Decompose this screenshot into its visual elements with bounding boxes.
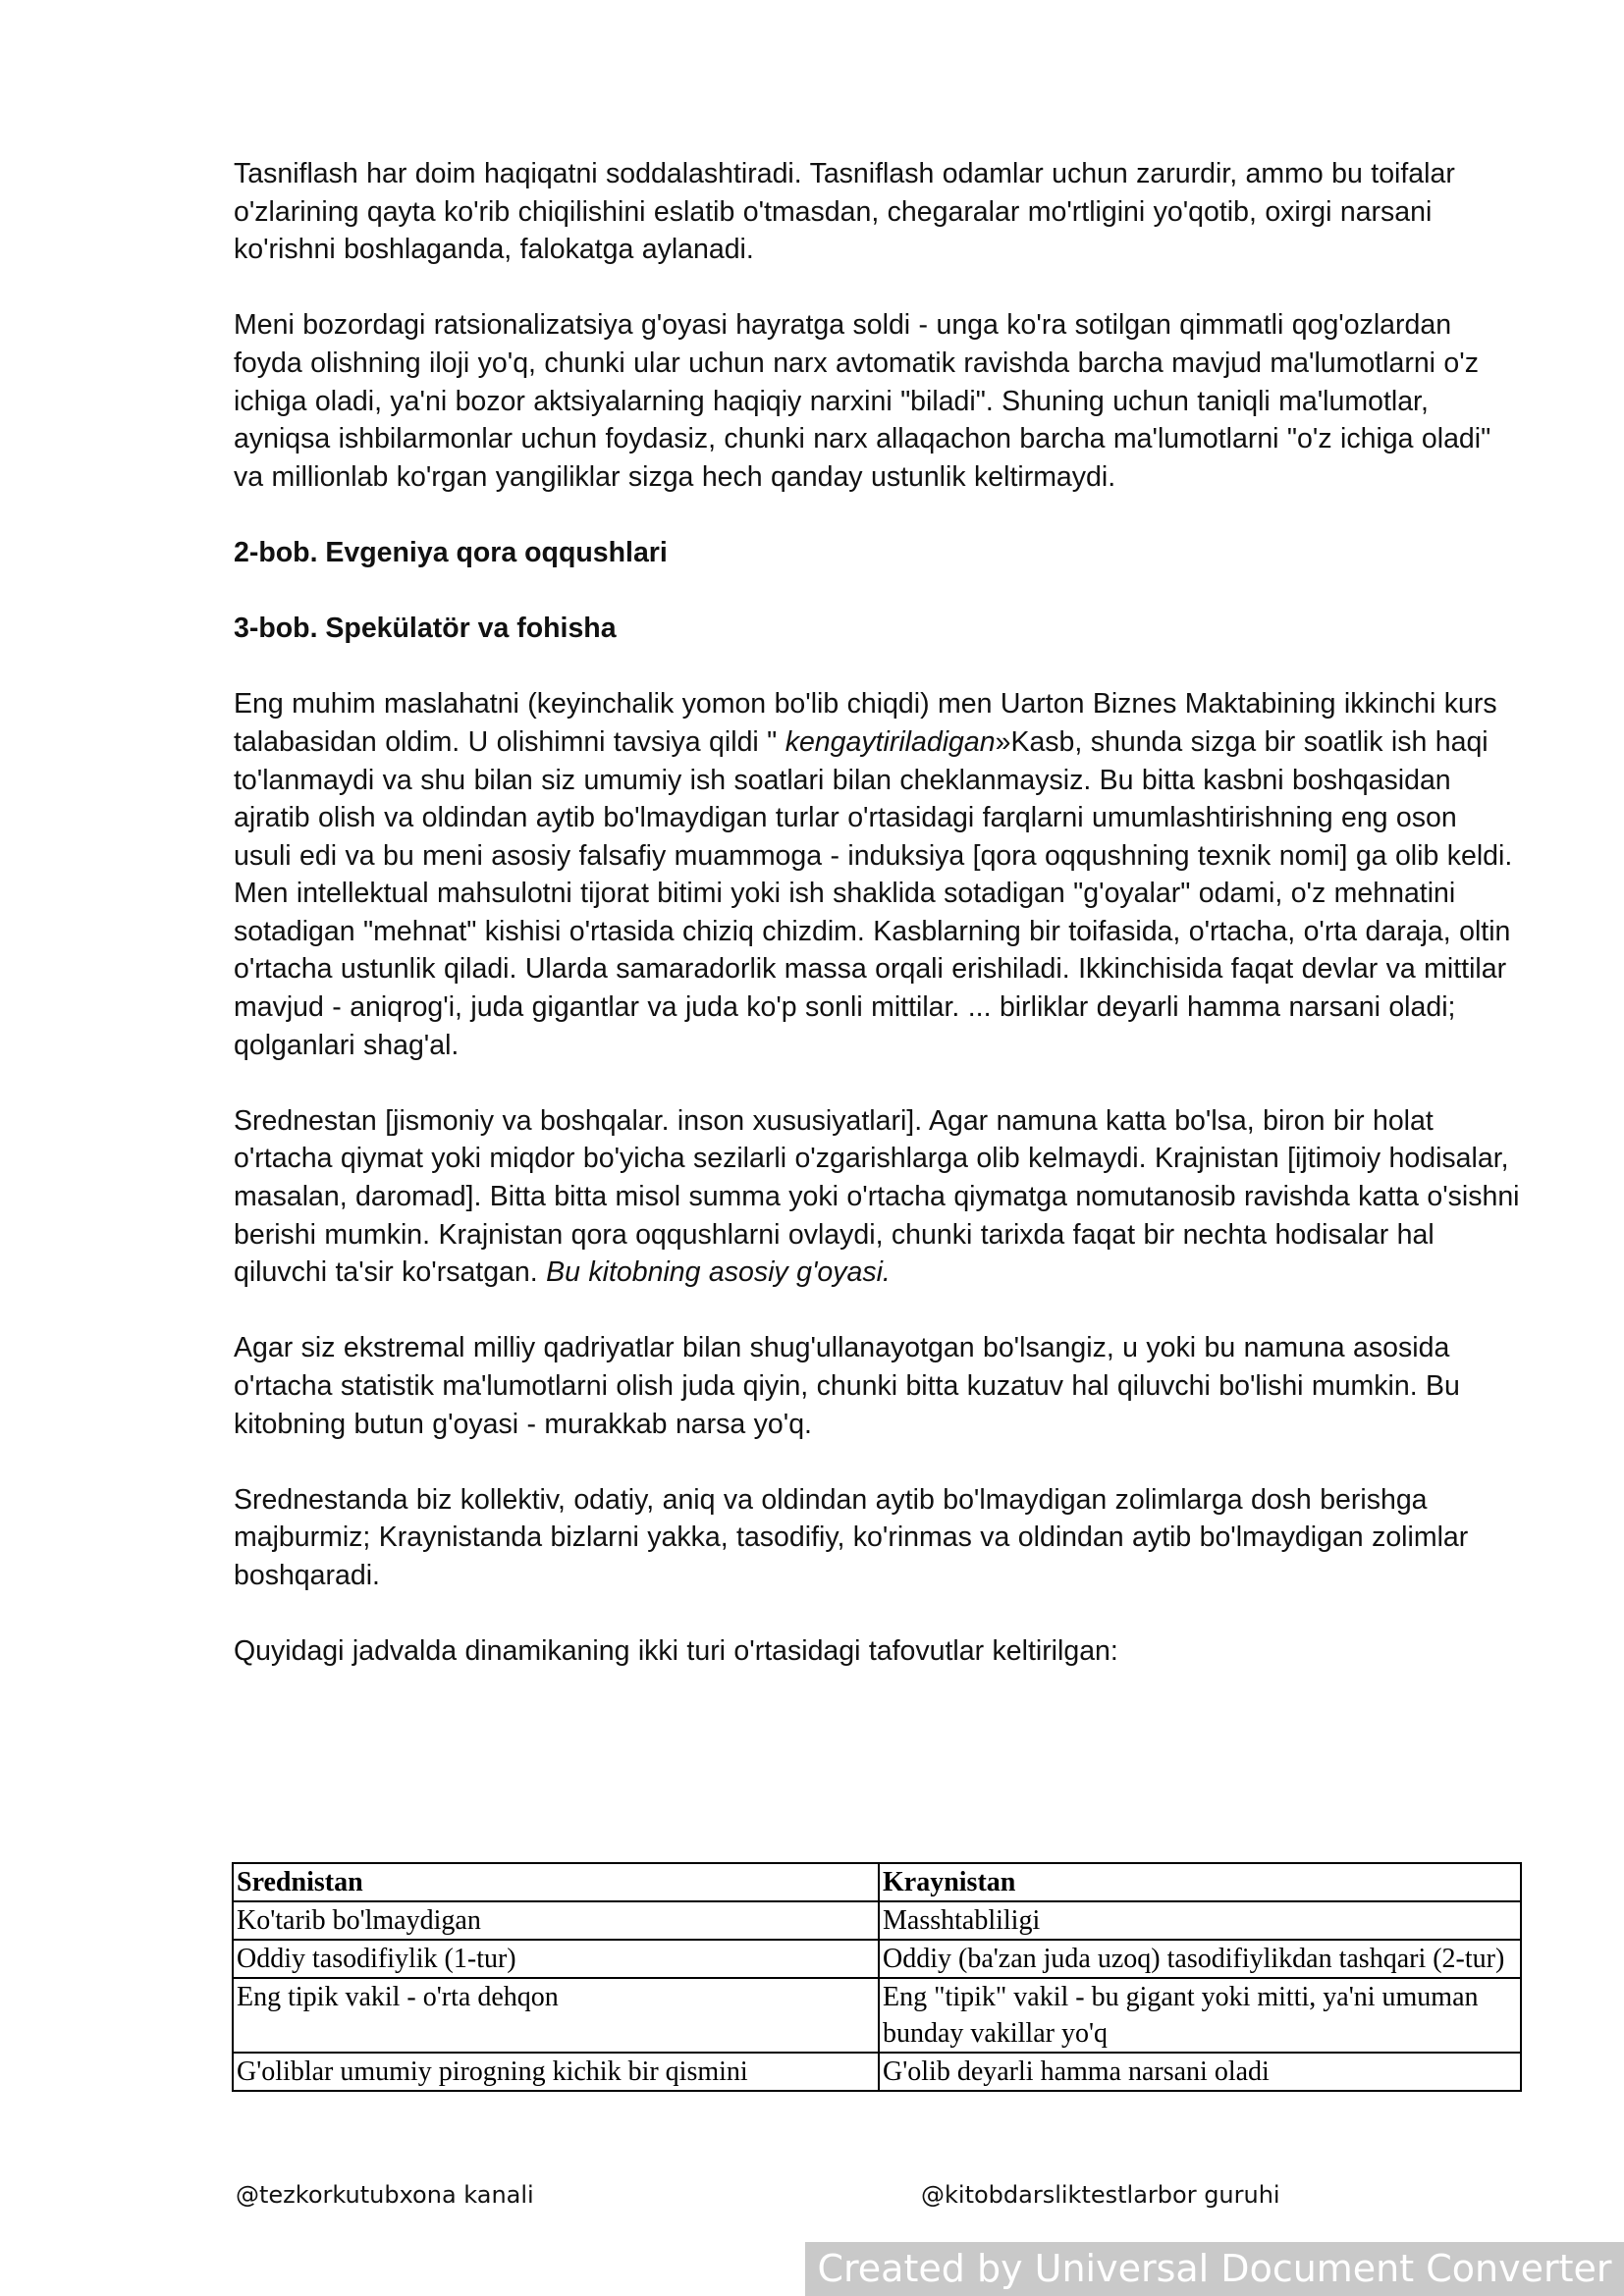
paragraph-4-italic: Bu kitobning asosiy g'oyasi. — [546, 1256, 891, 1289]
paragraph-4-start: Srednestan [jismoniy va boshqalar. inson xususiyatlari]. Agar namuna katta bo'lsa, biron bir holat o'rtacha qiymat yoki miqdor bo'yicha sezilarli o'zgarishlarga olib kelmaydi. Krajnistan [ijtimoiy hodisalar, masalan, daromad]. Bitta bitta misol summa yoki o'rtacha qiymatga nomutanosib ravishda katta o'sishni berishi mumkin. Krajnistan qora oqqushlarni ovlaydi, chunki tarixda faqat bir nechta hodisalar hal qiluvchi ta'sir ko'rsatgan. — [234, 1104, 1520, 1289]
paragraph-3-start: Eng muhim maslahatni (keyinchalik yomon bo'lib chiqdi) men Uarton Biznes Maktabining ikkinchi kurs talabasidan oldim. U olishimni tavsiya qildi " — [234, 688, 1497, 758]
table-row — [233, 1940, 1521, 1978]
table-row — [233, 1978, 1521, 2053]
converter-watermark: Created by Universal Document Converter — [805, 2242, 1624, 2296]
comparison-table — [232, 1862, 1522, 2092]
table-cell: Ko'tarib bo'lmaydigan — [233, 1901, 879, 1940]
table-cell: G'olib deyarli hamma narsani oladi — [879, 2053, 1521, 2091]
table-cell: Eng tipik vakil - o'rta dehqon — [233, 1978, 879, 2053]
table-cell: Eng "tipik" vakil - bu gigant yoki mitti, ya'ni umuman bunday vakillar yo'q — [879, 1978, 1521, 2053]
paragraph-3-end: »Kasb, shunda sizga bir soatlik ish haqi to'lanmaydi va shu bilan siz umumiy ish soatlari bilan cheklanmaysiz. Bu bitta kasbni boshqasidan ajratib olish va oldindan aytib bo'lmaydigan turlar o'rtasidagi farqlarni umumlashtirishning eng oson usuli edi va bu meni asosiy falsafiy muammoga - induksiya [qora oqqushning texnik nomi] ga olib keldi. Men intellektual mahsulotni tijorat bitimi yoki ish shaklida sotadigan "g'oyalar" odami, o'z mehnatini sotadigan "mehnat" kishisi o'rtasida chiziq chizdim. Kasblarning bir toifasida, o'rtacha, o'rta daraja, oltin o'rtacha ustunlik qiladi. Ularda samaradorlik massa orqali erishiladi. Ikkinchisida faqat devlar va mittilar mavjud - aniqrog'i, juda gigantlar va juda ko'p sonli mittilar. ... birliklar deyarli hamma narsani oladi; qolganlari shag'al. — [234, 725, 1513, 1061]
table-row — [233, 2053, 1521, 2091]
paragraph-3-italic: kengaytiriladigan — [785, 725, 996, 758]
paragraph-1: Tasniflash har doim haqiqatni soddalashtiradi. Tasniflash odamlar uchun zarurdir, ammo bu toifalar o'zlarining qayta ko'rib chiqilishini eslatib o'tmasdan, chegaralar mo'rtligini yo'qotib, oxirgi narsani ko'rishni boshlaganda, falokatga aylanadi. — [234, 158, 1455, 266]
document-body — [234, 155, 1522, 1708]
chapter-heading-2: 2-bob. Evgeniya qora oqqushlari — [234, 536, 668, 568]
table-cell: Oddiy (ba'zan juda uzoq) tasodifiylikdan tashqari (2-tur) — [879, 1940, 1521, 1978]
footer-group-link[interactable]: @kitobdarsliktestlarbor guruhi — [921, 2181, 1280, 2209]
table-row — [233, 1901, 1521, 1940]
table-header-cell: Srednistan — [233, 1863, 879, 1901]
paragraph-6: Srednestanda biz kollektiv, odatiy, aniq va oldindan aytib bo'lmaydigan zolimlarga dosh berishga majburmiz; Kraynistanda bizlarni yakka, tasodifiy, ko'rinmas va oldindan aytib bo'lmaydigan zolimlar boshqaradi. — [234, 1483, 1469, 1591]
chapter-heading-3: 3-bob. Spekülatör va fohisha — [234, 613, 617, 645]
table-cell: Oddiy tasodifiylik (1-tur) — [233, 1940, 879, 1978]
paragraph-2: Meni bozordagi ratsionalizatsiya g'oyasi hayratga soldi - unga ko'ra sotilgan qimmatli qog'ozlardan foyda olishning iloji yo'q, chunki ular uchun narx avtomatik ravishda barcha mavjud ma'lumotlarni o'z ichiga oladi, ya'ni bozor aktsiyalarning haqiqiy narxini "biladi". Shuning uchun taniqli ma'lumotlar, ayniqsa ishbilarmonlar uchun foydasiz, chunki narx allaqachon barcha ma'lumotlarni "o'z ichiga oladi" va millionlab ko'rgan yangiliklar sizga hech qanday ustunlik keltirmaydi. — [234, 309, 1491, 493]
table-cell: G'oliblar umumiy pirogning kichik bir qismini — [233, 2053, 879, 2091]
paragraph-7: Quyidagi jadvalda dinamikaning ikki turi o'rtasidagi tafovutlar keltirilgan: — [234, 1635, 1118, 1668]
table-header-cell: Kraynistan — [879, 1863, 1521, 1901]
paragraph-3 — [234, 685, 1522, 1064]
table-header-row — [233, 1863, 1521, 1901]
table-cell: Masshtabliligi — [879, 1901, 1521, 1940]
footer-channel-link[interactable]: @tezkorkutubxona kanali — [236, 2181, 534, 2209]
paragraph-4 — [234, 1102, 1522, 1292]
paragraph-5: Agar siz ekstremal milliy qadriyatlar bilan shug'ullanayotgan bo'lsangiz, u yoki bu namuna asosida o'rtacha statistik ma'lumotlarni olish juda qiyin, chunki bitta kuzatuv hal qiluvchi bo'lishi mumkin. Bu kitobning butun g'oyasi - murakkab narsa yo'q. — [234, 1332, 1460, 1440]
